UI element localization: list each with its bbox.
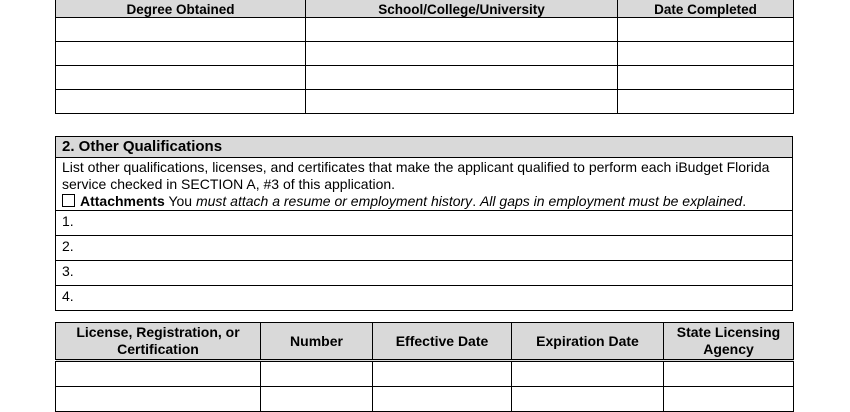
school-field[interactable] <box>306 18 618 42</box>
attachments-text-2: All gaps in employment must be explained <box>479 193 743 209</box>
instructions <box>56 158 792 210</box>
education-header-row <box>56 0 794 18</box>
degree-field[interactable] <box>56 18 306 42</box>
table-row <box>56 361 794 387</box>
license-field[interactable] <box>56 361 261 387</box>
section-title: 2. Other Qualifications <box>56 137 792 158</box>
line-number: 1. <box>62 213 74 229</box>
date-completed-field[interactable] <box>618 42 794 66</box>
degree-field[interactable] <box>56 66 306 90</box>
line-number: 4. <box>62 288 74 304</box>
attachments-checkbox[interactable] <box>62 194 75 207</box>
effective-date-field[interactable] <box>373 361 512 387</box>
qualification-line-1[interactable] <box>56 210 792 235</box>
line-number: 2. <box>62 238 74 254</box>
agency-field[interactable] <box>664 361 794 387</box>
attachments-end: . <box>742 193 747 209</box>
qualification-line-3[interactable] <box>56 260 792 285</box>
header-date-completed: Date Completed <box>618 0 794 18</box>
school-field[interactable] <box>306 42 618 66</box>
number-field[interactable] <box>261 361 373 387</box>
header-school: School/College/University <box>306 0 618 18</box>
attachments-label: Attachments <box>80 193 165 209</box>
header-effective-date: Effective Date <box>373 323 512 361</box>
license-header-row <box>56 323 794 361</box>
table-row <box>56 42 794 66</box>
attachments-period: . <box>472 193 477 209</box>
table-row <box>56 66 794 90</box>
header-expiration-date: Expiration Date <box>512 323 664 361</box>
line-number: 3. <box>62 263 74 279</box>
header-number: Number <box>261 323 373 361</box>
date-completed-field[interactable] <box>618 18 794 42</box>
degree-field[interactable] <box>56 42 306 66</box>
header-licensing-agency: State Licensing Agency <box>664 323 794 361</box>
expiration-date-field[interactable] <box>512 361 664 387</box>
license-table <box>55 322 794 412</box>
education-table <box>55 0 794 114</box>
degree-field[interactable] <box>56 90 306 114</box>
qualification-line-2[interactable] <box>56 235 792 260</box>
school-field[interactable] <box>306 90 618 114</box>
attachments-line <box>62 193 786 210</box>
table-row <box>56 18 794 42</box>
header-degree-obtained: Degree Obtained <box>56 0 306 18</box>
attachments-text: must attach a resume or employment history <box>195 193 473 209</box>
school-field[interactable] <box>306 66 618 90</box>
qualification-line-4[interactable] <box>56 285 792 310</box>
instruction-text: List other qualifications, licenses, and certificates that make the applicant qualified to perform each iBudget Florida service checked in SECTION A, #3 of this application. <box>62 159 770 192</box>
table-row <box>56 90 794 114</box>
header-license: License, Registration, or Certification <box>56 323 261 361</box>
date-completed-field[interactable] <box>618 66 794 90</box>
other-qualifications-section <box>55 136 793 311</box>
attachments-pre: You <box>168 193 193 209</box>
date-completed-field[interactable] <box>618 90 794 114</box>
